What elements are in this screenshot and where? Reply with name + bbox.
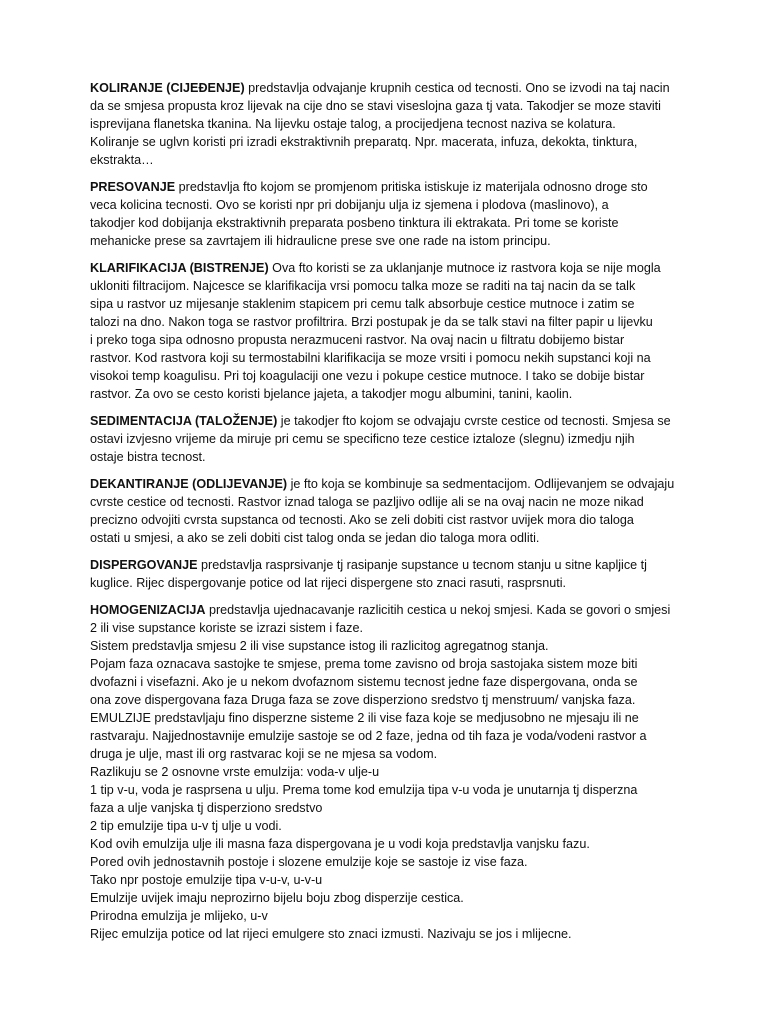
text-span: je fto koja se kombinuje sa sedmentacijom. Odlijevanjem se odvajaju	[287, 477, 675, 491]
term-heading: HOMOGENIZACIJA	[90, 603, 206, 617]
text-line: da se smjesa propusta kroz lijevak na cije dno se stavi viseslojna gaza tj vata. Takodjer se moze staviti	[90, 99, 661, 113]
text-line	[90, 79, 680, 97]
text-line: cvrste cestice od tecnosti. Rastvor iznad taloga se pazljivo odlije ali se na ovaj nacin ne moze nikad	[90, 495, 644, 509]
paragraph-homogenizacija	[90, 601, 680, 943]
paragraph-dispergovanje	[90, 556, 680, 592]
text-line: visokoi temp koagulisu. Pri toj koagulaciji one vezu i pokupe cestice mutnoce. I tako se dobije bistar	[90, 369, 645, 383]
text-line: Emulzije uvijek imaju neprozirno bijelu boju zbog disperzije cestica.	[90, 891, 464, 905]
text-line: precizno odvojiti cvrsta supstanca od tecnosti. Ako se zeli dobiti cist rastvor uvijek mora dio taloga	[90, 513, 634, 527]
text-line: rastvaraju. Najjednostavnije emulzije sastoje se od 2 faze, jedna od tih faza je voda/vodeni rastvor a	[90, 729, 647, 743]
term-heading: KLARIFIKACIJA (BISTRENJE)	[90, 261, 269, 275]
text-line: Prirodna emulzija je mlijeko, u-v	[90, 909, 268, 923]
paragraph-koliranje	[90, 79, 680, 169]
text-line: Razlikuju se 2 osnovne vrste emulzija: voda-v ulje-u	[90, 765, 380, 779]
text-span: predstavlja ujednacavanje razlicitih cestica u nekoj smjesi. Kada se govori o smjesi	[205, 603, 671, 617]
term-heading: SEDIMENTACIJA (TALOŽENJE)	[90, 414, 278, 428]
paragraph-sedimentacija	[90, 412, 680, 466]
term-heading: DEKANTIRANJE (ODLIJEVANJE)	[90, 477, 288, 491]
text-line	[90, 412, 680, 430]
text-line: druga je ulje, mast ili org rastvarac koji se ne mjesa sa vodom.	[90, 747, 438, 761]
text-line: EMULZIJE predstavljaju fino disperzne sisteme 2 ili vise faza koje se medjusobno ne mjesaju ili ne	[90, 711, 639, 725]
text-line: veca kolicina tecnosti. Ovo se koristi npr pri dobijanju ulja iz sjemena i plodova (maslinovo), a	[90, 198, 609, 212]
text-line: Koliranje se uglvn koristi pri izradi ekstraktivnih preparatq. Npr. macerata, infuza, dekokta, tinktura,	[90, 135, 638, 149]
text-line	[90, 601, 680, 619]
text-line: isprevijana flanetska tkanina. Na lijevku ostaje talog, a procijedjena tecnost naziva se kolatura.	[90, 117, 616, 131]
text-line	[90, 259, 680, 277]
text-line: takodjer kod dobijanja ekstraktivnih preparata posbeno tinktura ili ektrakata. Pri tome se koriste	[90, 216, 619, 230]
text-line: ostati u smjesi, a ako se zeli dobiti cist talog onda se jedan dio taloga mora odliti.	[90, 531, 540, 545]
term-heading: PRESOVANJE	[90, 180, 176, 194]
text-line: ostaje bistra tecnost.	[90, 450, 206, 464]
text-line: rastvor. Kod rastvora koji su termostabilni klarifikacija se moze vrsiti i pomocu nekih supstanci koji na	[90, 351, 651, 365]
text-line	[90, 178, 680, 196]
text-span: predstavlja rasprsivanje tj rasipanje supstance u tecnom stanju u sitne kapljice tj	[197, 558, 647, 572]
paragraph-presovanje	[90, 178, 680, 250]
text-line: faza a ulje vanjska tj disperziono sredstvo	[90, 801, 323, 815]
text-line	[90, 556, 680, 574]
text-line: Pored ovih jednostavnih postoje i slozene emulzije koje se sastoje iz vise faza.	[90, 855, 528, 869]
text-line: 2 tip emulzije tipa u-v tj ulje u vodi.	[90, 819, 282, 833]
text-line: Kod ovih emulzija ulje ili masna faza dispergovana je u vodi koja predstavlja vanjsku fazu.	[90, 837, 590, 851]
term-heading: DISPERGOVANJE	[90, 558, 198, 572]
text-line: Pojam faza oznacava sastojke te smjese, prema tome zavisno od broja sastojaka sistem moze biti	[90, 657, 638, 671]
text-line: mehanicke prese sa zavrtajem ili hidraulicne prese sve one rade na istom principu.	[90, 234, 551, 248]
text-line: dvofazni i visefazni. Ako je u nekom dvofaznom sistemu tecnost jedne faze dispergovana, onda se	[90, 675, 638, 689]
text-line: ostavi izvjesno vrijeme da miruje pri cemu se specificno teze cestice iztaloze (slegnu) izmedju njih	[90, 432, 635, 446]
text-line: rastvor. Za ovo se cesto koristi bjelance jajeta, a takodjer mogu albumini, tanini, kaolin.	[90, 387, 573, 401]
text-line: Tako npr postoje emulzije tipa v-u-v, u-v-u	[90, 873, 323, 887]
paragraph-klarifikacija	[90, 259, 680, 403]
term-heading: KOLIRANJE (CIJEĐENJE)	[90, 81, 245, 95]
document-page	[90, 79, 680, 952]
text-line: sipa u rastvor uz mijesanje staklenim stapicem pri cemu talk absorbuje cestice mutnoce i zatim se	[90, 297, 635, 311]
text-line: i preko toga sipa odnosno propusta nerazmuceni rastvor. Na ovaj nacin u filtratu dobijemo bistar	[90, 333, 625, 347]
text-line: ekstrakta…	[90, 153, 154, 167]
text-line: 2 ili vise supstance koriste se izrazi sistem i faze.	[90, 621, 363, 635]
text-line: Rijec emulzija potice od lat rijeci emulgere sto znaci izmusti. Nazivaju se jos i mlijecne.	[90, 927, 572, 941]
text-line: talozi na dno. Nakon toga se rastvor profiltrira. Brzi postupak je da se talk stavi na filter papir u lijevku	[90, 315, 653, 329]
text-line: ukloniti filtracijom. Najcesce se klarifikacija vrsi pomocu talka moze se raditi na taj nacin da se talk	[90, 279, 636, 293]
text-line	[90, 475, 680, 493]
paragraph-dekantiranje	[90, 475, 680, 547]
text-span: predstavlja odvajanje krupnih cestica od tecnosti. Ono se izvodi na taj nacin	[244, 81, 670, 95]
text-span: Ova fto koristi se za uklanjanje mutnoce iz rastvora koja se nije mogla	[268, 261, 661, 275]
text-span: je takodjer fto kojom se odvajaju cvrste cestice od tecnosti. Smjesa se	[277, 414, 671, 428]
text-line: Sistem predstavlja smjesu 2 ili vise supstance istog ili razlicitog agregatnog stanja.	[90, 639, 549, 653]
text-line: kuglice. Rijec dispergovanje potice od lat rijeci dispergene sto znaci rasuti, rasprsnuti.	[90, 576, 567, 590]
text-line: ona zove dispergovana faza Druga faza se zove disperziono sredstvo tj menstruum/ vanjska faza.	[90, 693, 636, 707]
text-line: 1 tip v-u, voda je rasprsena u ulju. Prema tome kod emulzija tipa v-u voda je unutarnja tj disperzna	[90, 783, 638, 797]
text-span: predstavlja fto kojom se promjenom pritiska istiskuje iz materijala odnosno droge sto	[175, 180, 648, 194]
